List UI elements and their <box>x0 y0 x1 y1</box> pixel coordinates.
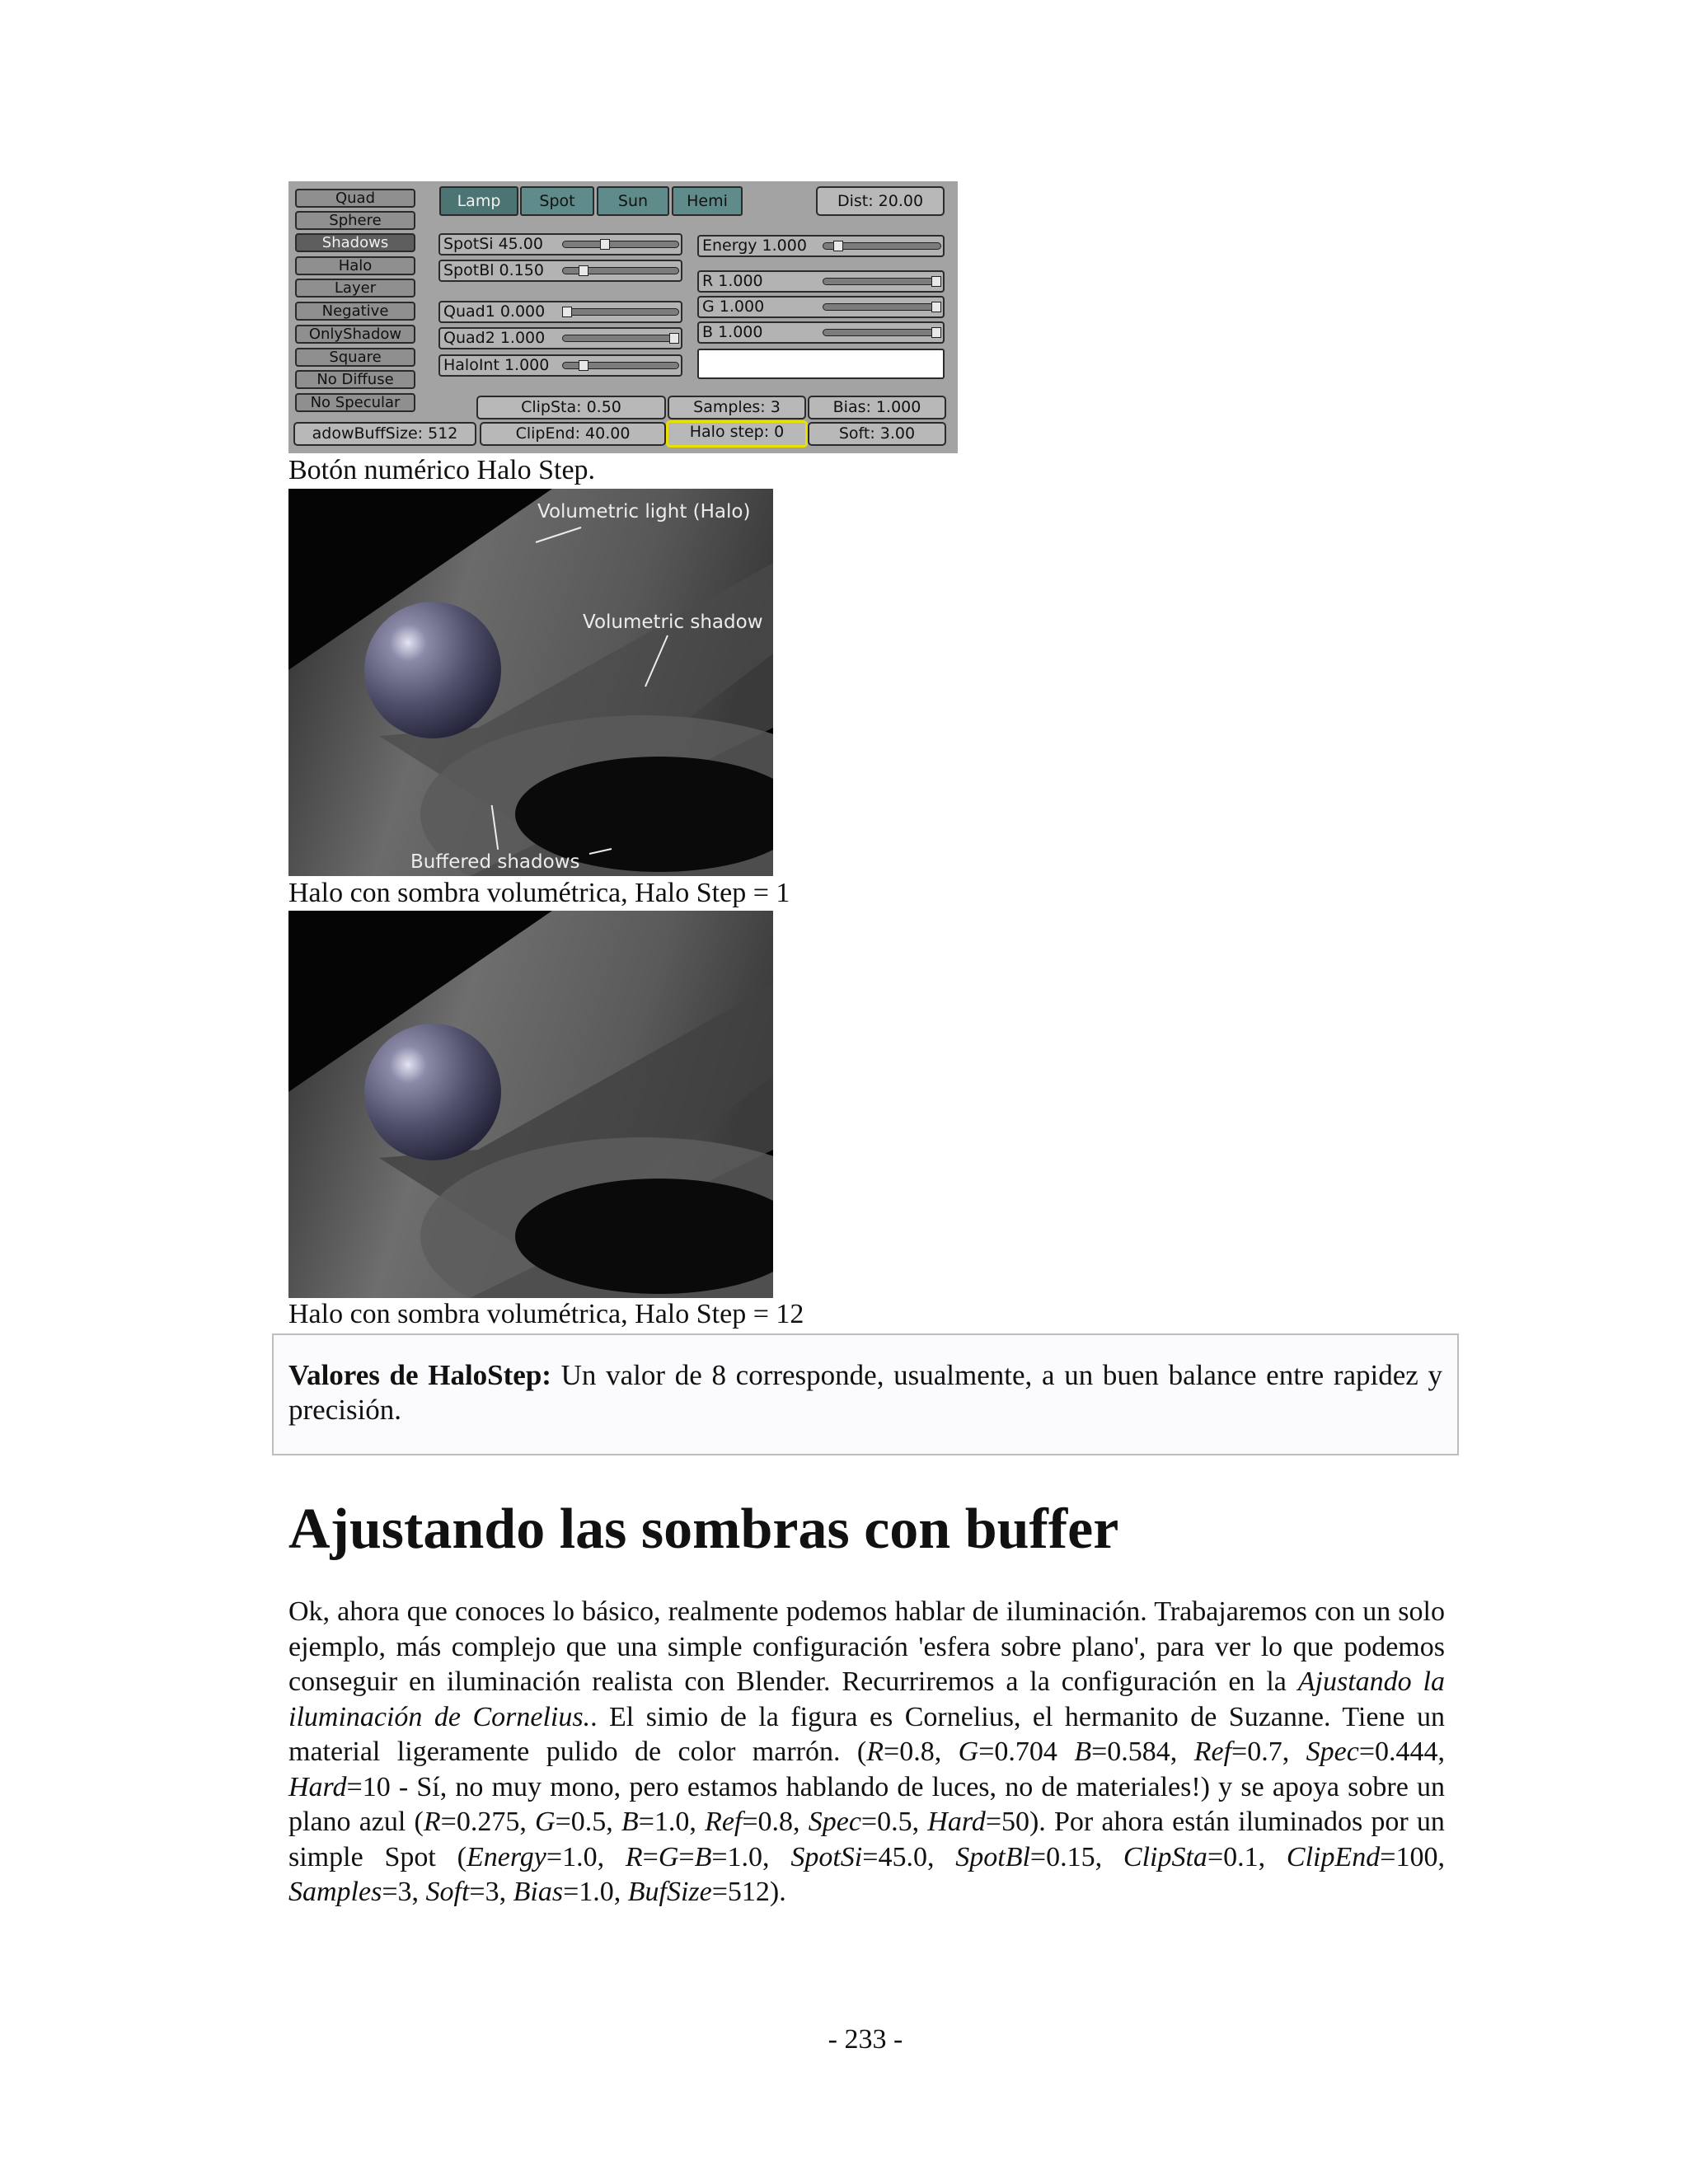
square-toggle[interactable]: Square <box>295 348 415 367</box>
term-ref: Ref <box>705 1807 743 1837</box>
no-specular-toggle[interactable]: No Specular <box>295 393 415 412</box>
shadowbuffsize-field[interactable]: adowBuffSize: 512 <box>293 422 476 446</box>
g-slider[interactable] <box>697 296 945 318</box>
energy-label: Energy 1.000 <box>702 237 807 255</box>
caption-halo-step-1: Halo con sombra volumétrica, Halo Step = 1 <box>288 878 790 908</box>
text-run: =0.8, <box>742 1807 809 1837</box>
layer-toggle[interactable]: Layer <box>295 279 415 298</box>
soft-field[interactable]: Soft: 3.00 <box>808 422 946 446</box>
negative-toggle[interactable]: Negative <box>295 302 415 321</box>
text-run: =0.5, <box>555 1807 621 1837</box>
render-image-1 <box>288 489 773 876</box>
onlyshadow-toggle[interactable]: OnlyShadow <box>295 325 415 344</box>
spotbl-slider[interactable] <box>438 260 682 282</box>
energy-slider[interactable] <box>697 235 945 257</box>
term-g: G <box>658 1841 679 1872</box>
note-label: Valores de HaloStep: <box>288 1359 551 1391</box>
clipsta-field[interactable]: ClipSta: 0.50 <box>476 396 666 419</box>
b-slider[interactable] <box>697 321 945 344</box>
dist-field[interactable]: Dist: 20.00 <box>816 186 945 216</box>
term-g: G <box>958 1736 979 1767</box>
annotation-volumetric-light: Volumetric light (Halo) <box>537 501 751 523</box>
halo-step-field[interactable]: Halo step: 0 <box>666 420 808 448</box>
quad1-slider[interactable] <box>438 301 682 323</box>
text-run: =0.15, <box>1029 1841 1123 1872</box>
term-g: G <box>535 1807 556 1837</box>
text-run: =0.704 <box>978 1736 1075 1767</box>
tab-hemi[interactable]: Hemi <box>672 186 743 216</box>
haloint-knob[interactable] <box>579 360 588 371</box>
render-halo-step-1 <box>288 489 773 876</box>
bias-field[interactable]: Bias: 1.000 <box>808 396 946 419</box>
no-diffuse-toggle[interactable]: No Diffuse <box>295 370 415 389</box>
cross-reference-link[interactable]: Ajustando la iluminación de Cornelius. <box>288 1666 1445 1732</box>
tab-lamp[interactable]: Lamp <box>439 186 518 216</box>
body-paragraph <box>288 1595 1445 1910</box>
text-run: Ok, ahora que conoces lo básico, realmente podemos hablar de iluminación. Trabajaremos con un solo ejemplo, más complejo que una simple configuración 'esfera sobre plano', para ver lo que podemos conseguir en iluminación realista con Blender. Recurriremos a la configuración en la <box>288 1596 1445 1697</box>
text-run: =10 - Sí, no muy mono, pero estamos hablando de luces, no de materiales!) y se apoya sobre un plano azul ( <box>288 1771 1445 1837</box>
text-run: =0.444, <box>1358 1736 1445 1767</box>
quad2-label: Quad2 1.000 <box>443 329 546 347</box>
text-run: =512). <box>711 1877 786 1907</box>
spotsi-track <box>562 241 679 248</box>
term-ref: Ref <box>1193 1736 1232 1767</box>
sphere <box>364 602 501 738</box>
text-run: =50). Por ahora están iluminados por un simple Spot ( <box>288 1807 1445 1872</box>
sphere-toggle[interactable]: Sphere <box>295 211 415 230</box>
r-knob[interactable] <box>931 276 941 287</box>
text-run: = <box>642 1841 659 1872</box>
halo-toggle[interactable]: Halo <box>295 256 415 275</box>
text-run: =0.1, <box>1207 1841 1287 1872</box>
r-track <box>823 278 941 285</box>
caption-halo-step-button: Botón numérico Halo Step. <box>288 455 596 485</box>
render-halo-step-12 <box>288 911 773 1298</box>
text-run: =1.0, <box>563 1877 628 1907</box>
term-spec: Spec <box>808 1807 861 1837</box>
b-track <box>823 329 941 336</box>
haloint-label: HaloInt 1.000 <box>443 356 550 374</box>
term-b: B <box>1074 1736 1092 1767</box>
text-run: =0.275, <box>440 1807 535 1837</box>
quad1-knob[interactable] <box>562 307 572 317</box>
text-run: =3, <box>382 1877 426 1907</box>
term-hard: Hard <box>288 1771 347 1802</box>
haloint-slider[interactable] <box>438 354 682 377</box>
term-r: R <box>625 1841 643 1872</box>
g-label: G 1.000 <box>702 298 765 316</box>
tab-spot[interactable]: Spot <box>520 186 594 216</box>
page-number: - 233 - <box>828 2024 903 2055</box>
term-clipsta: ClipSta <box>1123 1841 1207 1872</box>
term-soft: Soft <box>425 1877 470 1907</box>
term-r: R <box>423 1807 441 1837</box>
text-run: =0.584, <box>1091 1736 1194 1767</box>
annotation-volumetric-shadow: Volumetric shadow <box>583 612 763 633</box>
caption-halo-step-12: Halo con sombra volumétrica, Halo Step = 12 <box>288 1299 804 1329</box>
note-box <box>272 1333 1459 1455</box>
spotsi-knob[interactable] <box>600 239 610 250</box>
text-run: =1.0, <box>711 1841 791 1872</box>
term-spec: Spec <box>1306 1736 1359 1767</box>
term-samples: Samples <box>288 1877 382 1907</box>
text-run: =1.0, <box>546 1841 626 1872</box>
text-run: =0.5, <box>860 1807 928 1837</box>
g-knob[interactable] <box>931 302 941 312</box>
b-label: B 1.000 <box>702 323 763 341</box>
spotbl-label: SpotBl 0.150 <box>443 261 544 279</box>
text-run: = <box>678 1841 695 1872</box>
term-b: B <box>694 1841 712 1872</box>
tab-sun[interactable]: Sun <box>597 186 669 216</box>
spotsi-slider[interactable] <box>438 233 682 255</box>
clipend-field[interactable]: ClipEnd: 40.00 <box>480 422 666 446</box>
term-spotsi: SpotSi <box>790 1841 863 1872</box>
render-image-2 <box>288 911 773 1298</box>
note-text: Un valor de 8 corresponde, usualmente, a un buen balance entre rapidez y precisión. <box>288 1359 1442 1426</box>
energy-knob[interactable] <box>833 241 843 251</box>
quad2-knob[interactable] <box>669 333 679 344</box>
quad1-track <box>562 308 679 316</box>
quad2-slider[interactable] <box>438 327 682 349</box>
r-label: R 1.000 <box>702 272 763 290</box>
sphere <box>364 1024 501 1160</box>
text-run: =3, <box>469 1877 513 1907</box>
quad1-label: Quad1 0.000 <box>443 302 546 321</box>
quad2-track <box>562 335 679 342</box>
term-hard: Hard <box>927 1807 986 1837</box>
term-clipend: ClipEnd <box>1286 1841 1381 1872</box>
shadows-toggle[interactable]: Shadows <box>295 233 415 252</box>
text-run: =1.0, <box>638 1807 706 1837</box>
g-track <box>823 303 941 311</box>
spotsi-label: SpotSi 45.00 <box>443 235 543 253</box>
term-bias: Bias <box>513 1877 564 1907</box>
section-heading: Ajustando las sombras con buffer <box>288 1497 1119 1561</box>
term-r: R <box>866 1736 884 1767</box>
quad-toggle[interactable]: Quad <box>295 189 415 208</box>
text-run: =0.7, <box>1231 1736 1306 1767</box>
b-knob[interactable] <box>931 327 941 338</box>
annotation-buffered-shadows: Buffered shadows <box>410 851 580 873</box>
text-run: . El simio de la figura es Cornelius, el hermanito de Suzanne. Tiene un material ligeramente pulido de color marrón. ( <box>288 1701 1445 1767</box>
term-b: B <box>621 1807 639 1837</box>
term-energy: Energy <box>466 1841 546 1872</box>
color-swatch[interactable] <box>697 349 945 379</box>
term-bufsize: BufSize <box>627 1877 712 1907</box>
text-run: =100, <box>1380 1841 1445 1872</box>
text-run: =45.0, <box>862 1841 956 1872</box>
lamp-settings-panel <box>288 181 958 453</box>
spotbl-knob[interactable] <box>579 265 588 276</box>
text-run: =0.8, <box>884 1736 959 1767</box>
samples-field[interactable]: Samples: 3 <box>668 396 806 419</box>
term-spotbl: SpotBl <box>955 1841 1030 1872</box>
r-slider[interactable] <box>697 270 945 293</box>
